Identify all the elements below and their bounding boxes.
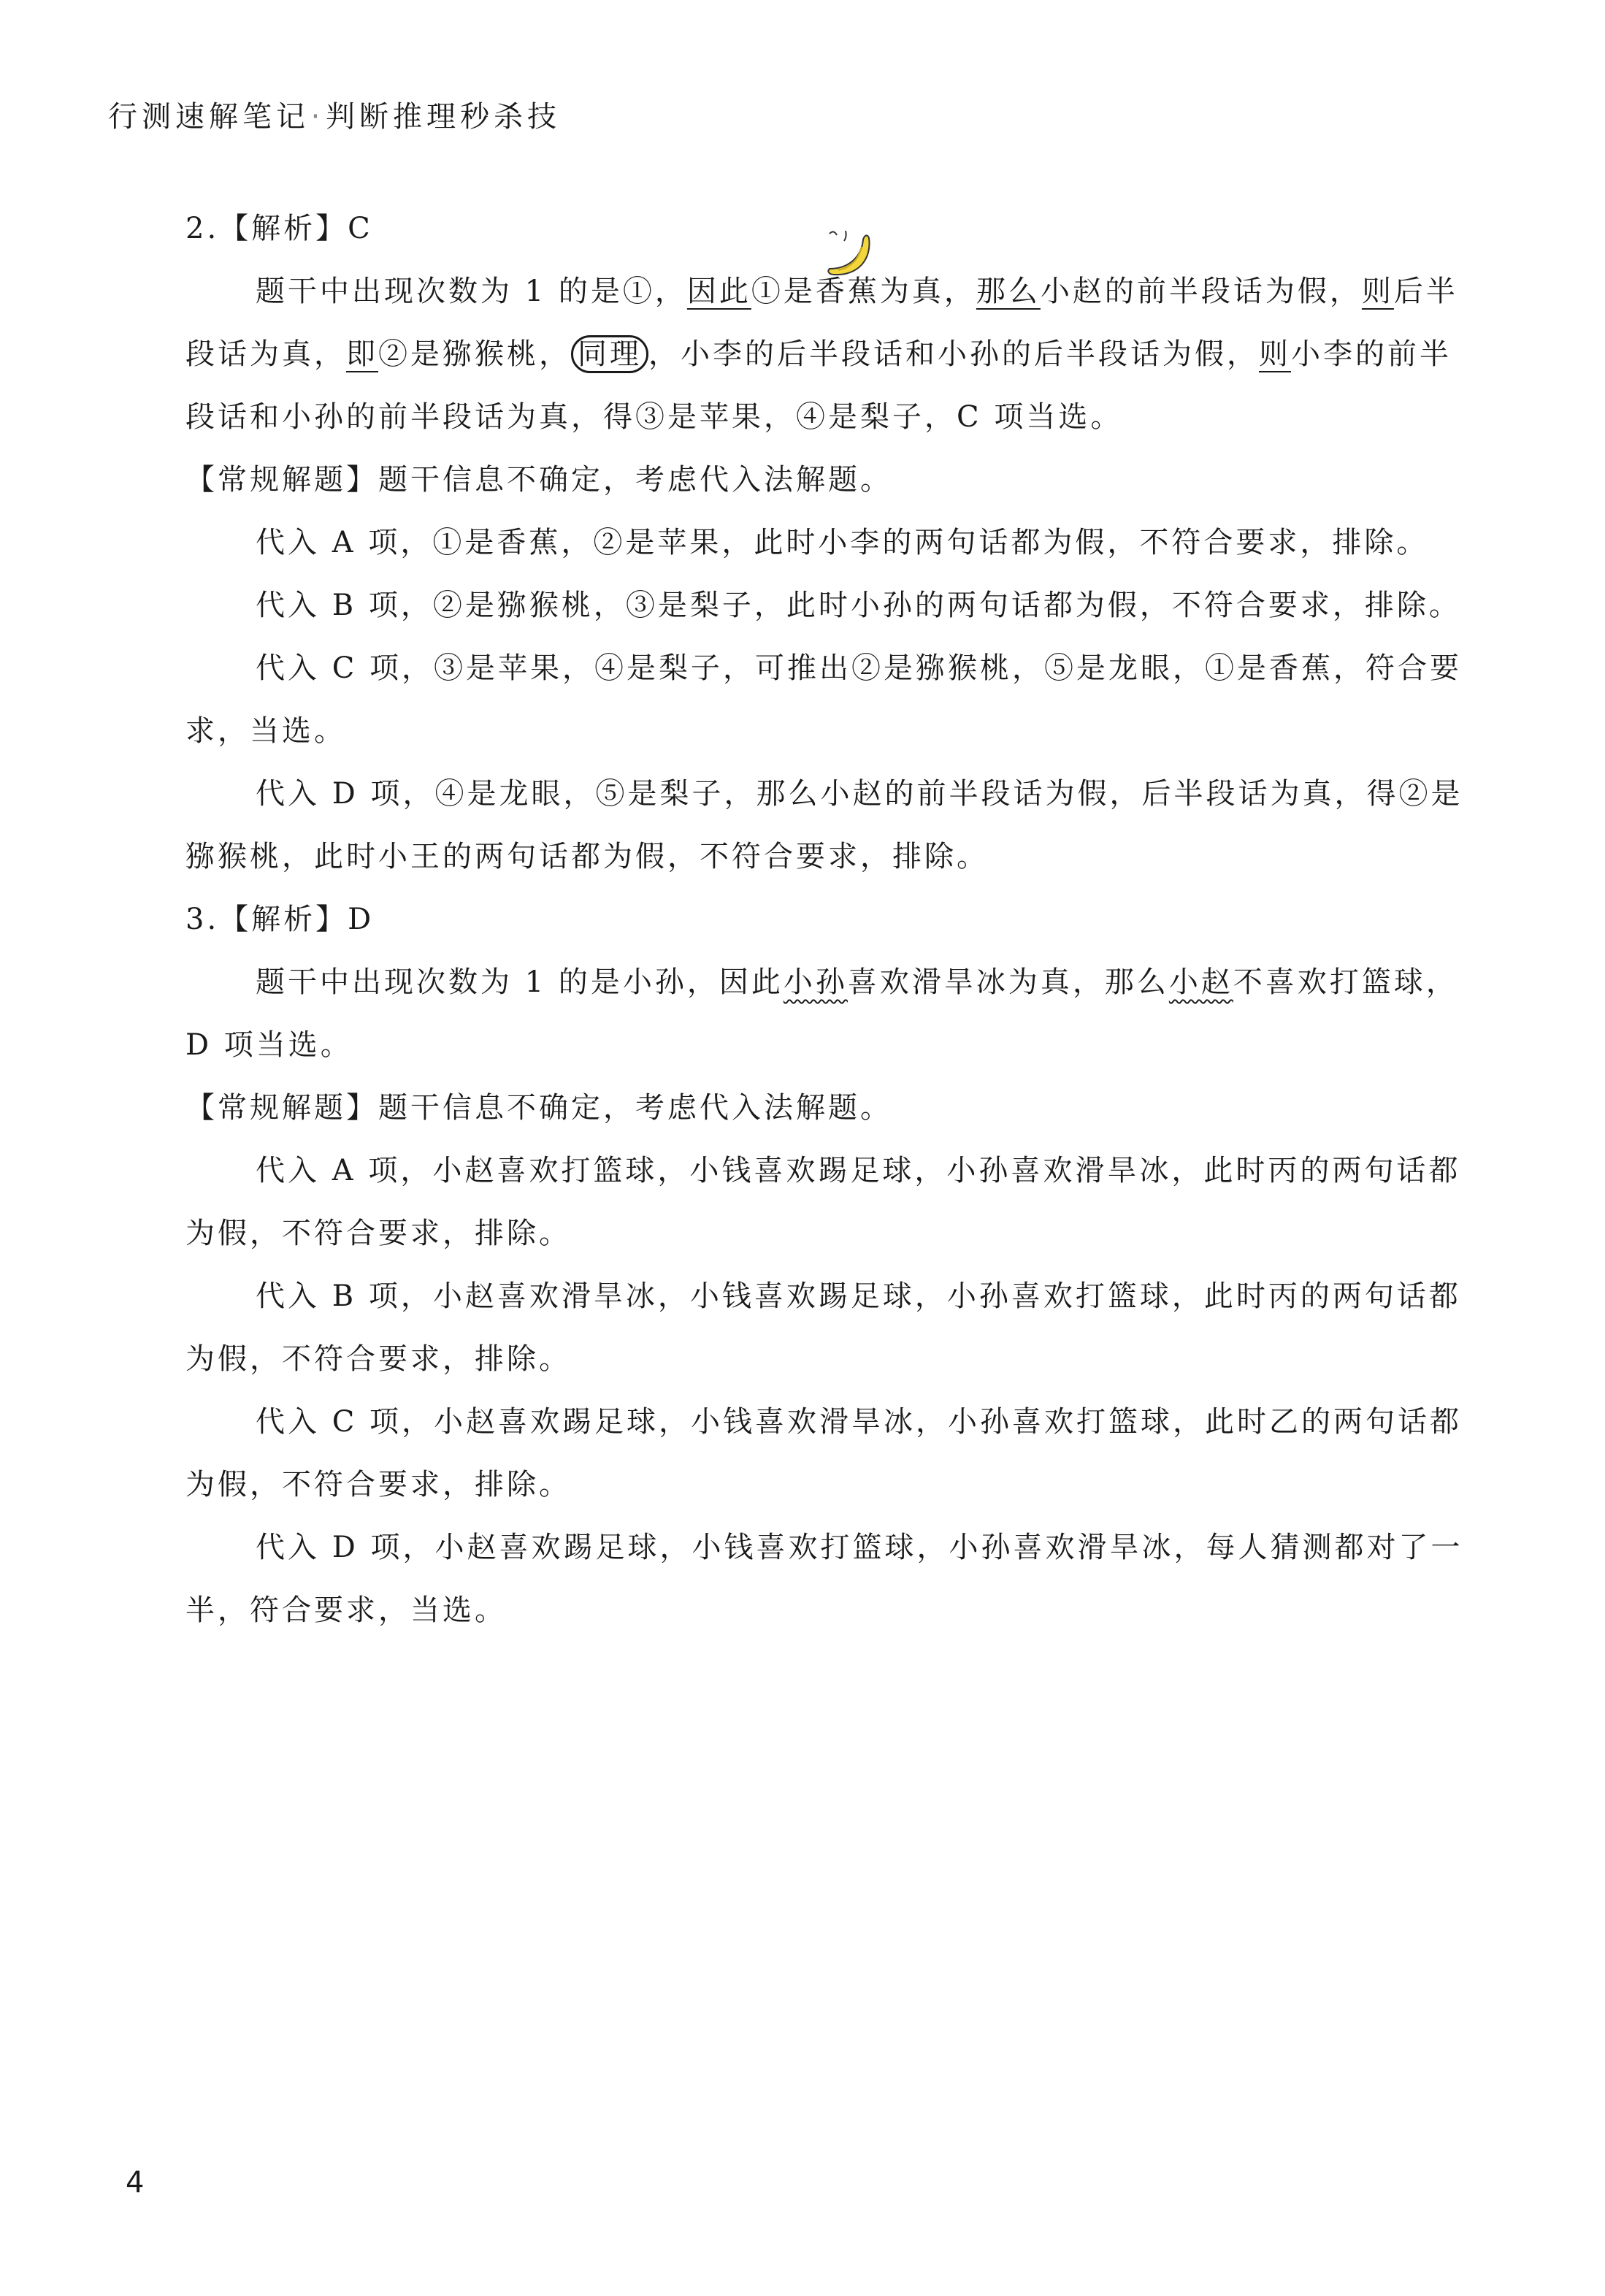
q2-text-2: ①是香蕉为真， — [751, 275, 976, 308]
q3-explanation — [185, 951, 1465, 1076]
q3-heading: 3.【解析】D — [185, 903, 375, 936]
q3-option-a: 代入 A 项，小赵喜欢打篮球，小钱喜欢踢足球，小孙喜欢滑旱冰，此时丙的两句话都为假，不符合要求，排除。 — [185, 1154, 1461, 1250]
q2-option-d: 代入 D 项，④是龙眼，⑤是梨子，那么小赵的前半段话为假，后半段话为真，得②是猕猴桃，此时小王的两句话都为假，不符合要求，排除。 — [185, 777, 1463, 873]
q2-text-1: 题干中出现次数为 1 的是①， — [256, 275, 687, 308]
q2-text-3: 小赵的前半段话为假， — [1040, 275, 1362, 308]
q3-keyword-xiaosun: 小孙 — [783, 965, 848, 999]
section-title: 判断推理秒杀技 — [326, 100, 561, 134]
q3-method-label: 【常规解题】 — [185, 1091, 378, 1125]
q2-keyword-thus: 则 — [1361, 275, 1394, 308]
q2-text-5: ②是猕猴桃， — [378, 337, 571, 371]
q2-explanation — [185, 260, 1465, 448]
q3-method — [185, 1076, 1465, 1139]
q2-option-a: 代入 A 项，①是香蕉，②是苹果，此时小李的两句话都为假，不符合要求，排除。 — [256, 526, 1429, 559]
page-number: 4 — [126, 2166, 145, 2200]
q3-keyword-xiaozhao: 小赵 — [1168, 965, 1233, 999]
q3-option-d: 代入 D 项，小赵喜欢踢足球，小钱喜欢打篮球，小孙喜欢滑旱冰，每人猜测都对了一半，符合要求，当选。 — [185, 1531, 1463, 1627]
q3-text-1: 题干中出现次数为 1 的是小孙，因此 — [256, 965, 784, 999]
q2-heading: 2.【解析】C — [185, 212, 373, 245]
q2-method — [185, 448, 1465, 511]
answer-content — [185, 197, 1465, 1642]
q2-option-b: 代入 B 项，②是猕猴桃，③是梨子，此时小孙的两句话都为假，不符合要求，排除。 — [256, 589, 1461, 622]
q2-text-4: 后半段话为真， — [185, 275, 1458, 371]
header-separator: · — [310, 100, 325, 134]
book-title: 行测速解笔记 — [108, 100, 310, 134]
q2-keyword-thus-2: 则 — [1259, 337, 1291, 371]
q3-option-c: 代入 C 项，小赵喜欢踢足球，小钱喜欢滑旱冰，小孙喜欢打篮球，此时乙的两句话都为假，不符合要求，排除。 — [185, 1405, 1463, 1501]
q2-keyword-then: 那么 — [976, 275, 1041, 308]
q3-text-3: 不喜欢打篮球，D 项当选。 — [185, 965, 1458, 1062]
q3-text-2: 喜欢滑旱冰为真，那么 — [847, 965, 1169, 999]
q2-option-c: 代入 C 项，③是苹果，④是梨子，可推出②是猕猴桃，⑤是龙眼，①是香蕉，符合要求，当选。 — [185, 651, 1463, 748]
q2-text-6: ，小李的后半段话和小孙的后半段话为假， — [648, 337, 1259, 371]
q2-keyword-therefore: 因此 — [686, 275, 751, 308]
q2-method-label: 【常规解题】 — [185, 463, 378, 497]
running-header — [108, 93, 561, 135]
q2-keyword-similarly: 同理 — [571, 335, 648, 373]
q2-method-text: 题干信息不确定，考虑代入法解题。 — [378, 463, 892, 497]
q2-text-7: 小李的前半段话和小孙的前半段话为真，得③是苹果，④是梨子，C 项当选。 — [185, 337, 1452, 434]
q2-keyword-namely: 即 — [346, 337, 378, 371]
q3-option-b: 代入 B 项，小赵喜欢滑旱冰，小钱喜欢踢足球，小孙喜欢打篮球，此时丙的两句话都为假，不符合要求，排除。 — [185, 1279, 1461, 1376]
q3-method-text: 题干信息不确定，考虑代入法解题。 — [378, 1091, 892, 1125]
